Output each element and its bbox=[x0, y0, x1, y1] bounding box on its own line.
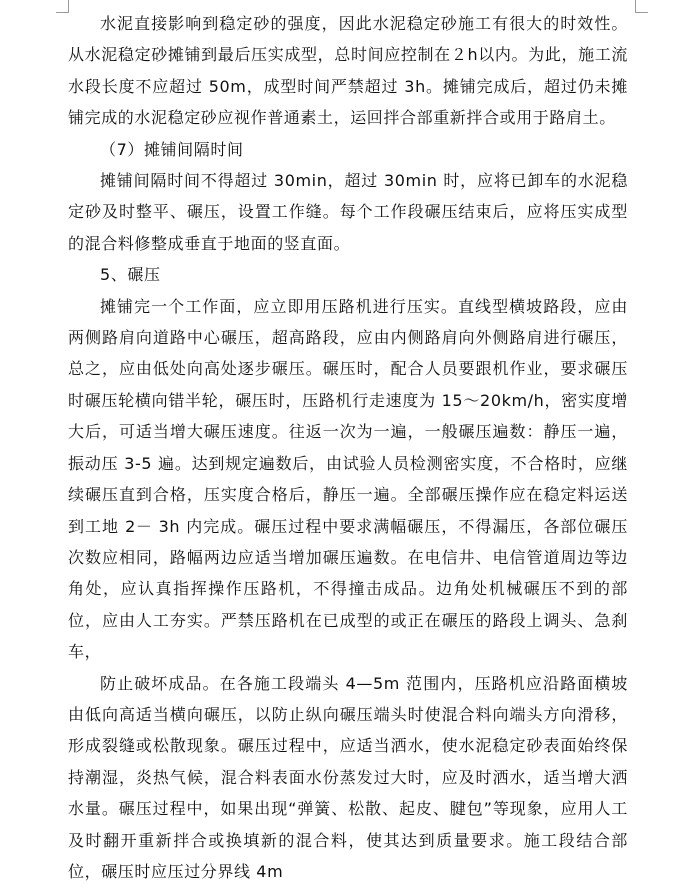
paragraph-cement-timing: 水泥直接影响到稳定砂的强度，因此水泥稳定砂施工有很大的时效性。从水泥稳定砂摊铺到最后压实成型，总时间应控制在２h以内。为此，施工流水段长度不应超过 50m，成型时间严禁超过 3h。摊铺完成后，超过仍未摊铺完成的水泥稳定砂应视作普通素土，运回拌合部重新拌合或用于路肩土。 bbox=[68, 14, 628, 128]
heading-compaction: 5、碾压 bbox=[100, 265, 161, 285]
page-corner-mark-right bbox=[635, 0, 648, 13]
paragraph-compaction-procedure: 摊铺完一个工作面，应立即用压路机进行压实。直线型横坡路段，应由两侧路肩向道路中心碾压，超高路段，应由内侧路肩向外侧路肩进行碾压，总之，应由低处向高处逐步碾压。碾压时，配合人员要跟机作业，要求碾压时碾压轮横向错半轮，碾压时，压路机行走速度为 15～20km/h，密实度增大后，可适当增大碾压速度。往返一次为一遍，一般碾压遍数：静压一遍，振动压 3-5 遍。达到规定遍数后，由试验人员检测密实度，不合格时，应继续碾压直到合格，压实度合格后，静压一遍。全部碾压操作应在稳定料运送到工地 2－ 3h 内完成。碾压过程中要求满幅碾压，不得漏压，各部位碾压次数应相同，路幅两边应适当增加碾压遍数。在电信井、电信管道周边等边角处，应认真指挥操作压路机，不得撞击成品。边角处机械碾压不到的部位，应由人工夯实。严禁压路机在已成型的或正在碾压的路段上调头、急刹车， bbox=[68, 296, 628, 662]
paragraph-paving-interval: 摊铺间隔时间不得超过 30min，超过 30min 时，应将已卸车的水泥稳定砂及时整平、碾压，设置工作缝。每个工作段碾压结束后，应将压实成型的混合料修整成垂直于地面的竖直面。 bbox=[68, 171, 628, 253]
document-body bbox=[68, 8, 628, 887]
paragraph-compaction-protection: 防止破坏成品。在各施工段端头 4—5m 范围内，压路机应沿路面横坡由低向高适当横向碾压，以防止纵向碾压端头时使混合料向端头方向滑移，形成裂缝或松散现象。碾压过程中，应适当洒水，使水泥稳定砂表面始终保持潮湿，炎热气候，混合料表面水份蒸发过大时，应及时洒水，适当增大洒水量。碾压过程中，如果出现“弹簧、松散、起皮、腱包”等现象，应用人工及时翻开重新拌合或换填新的混合料，使其达到质量要求。施工段结合部位，碾压时应压过分界线 4m bbox=[68, 673, 628, 881]
heading-paving-interval: （7）摊铺间隔时间 bbox=[100, 139, 244, 159]
